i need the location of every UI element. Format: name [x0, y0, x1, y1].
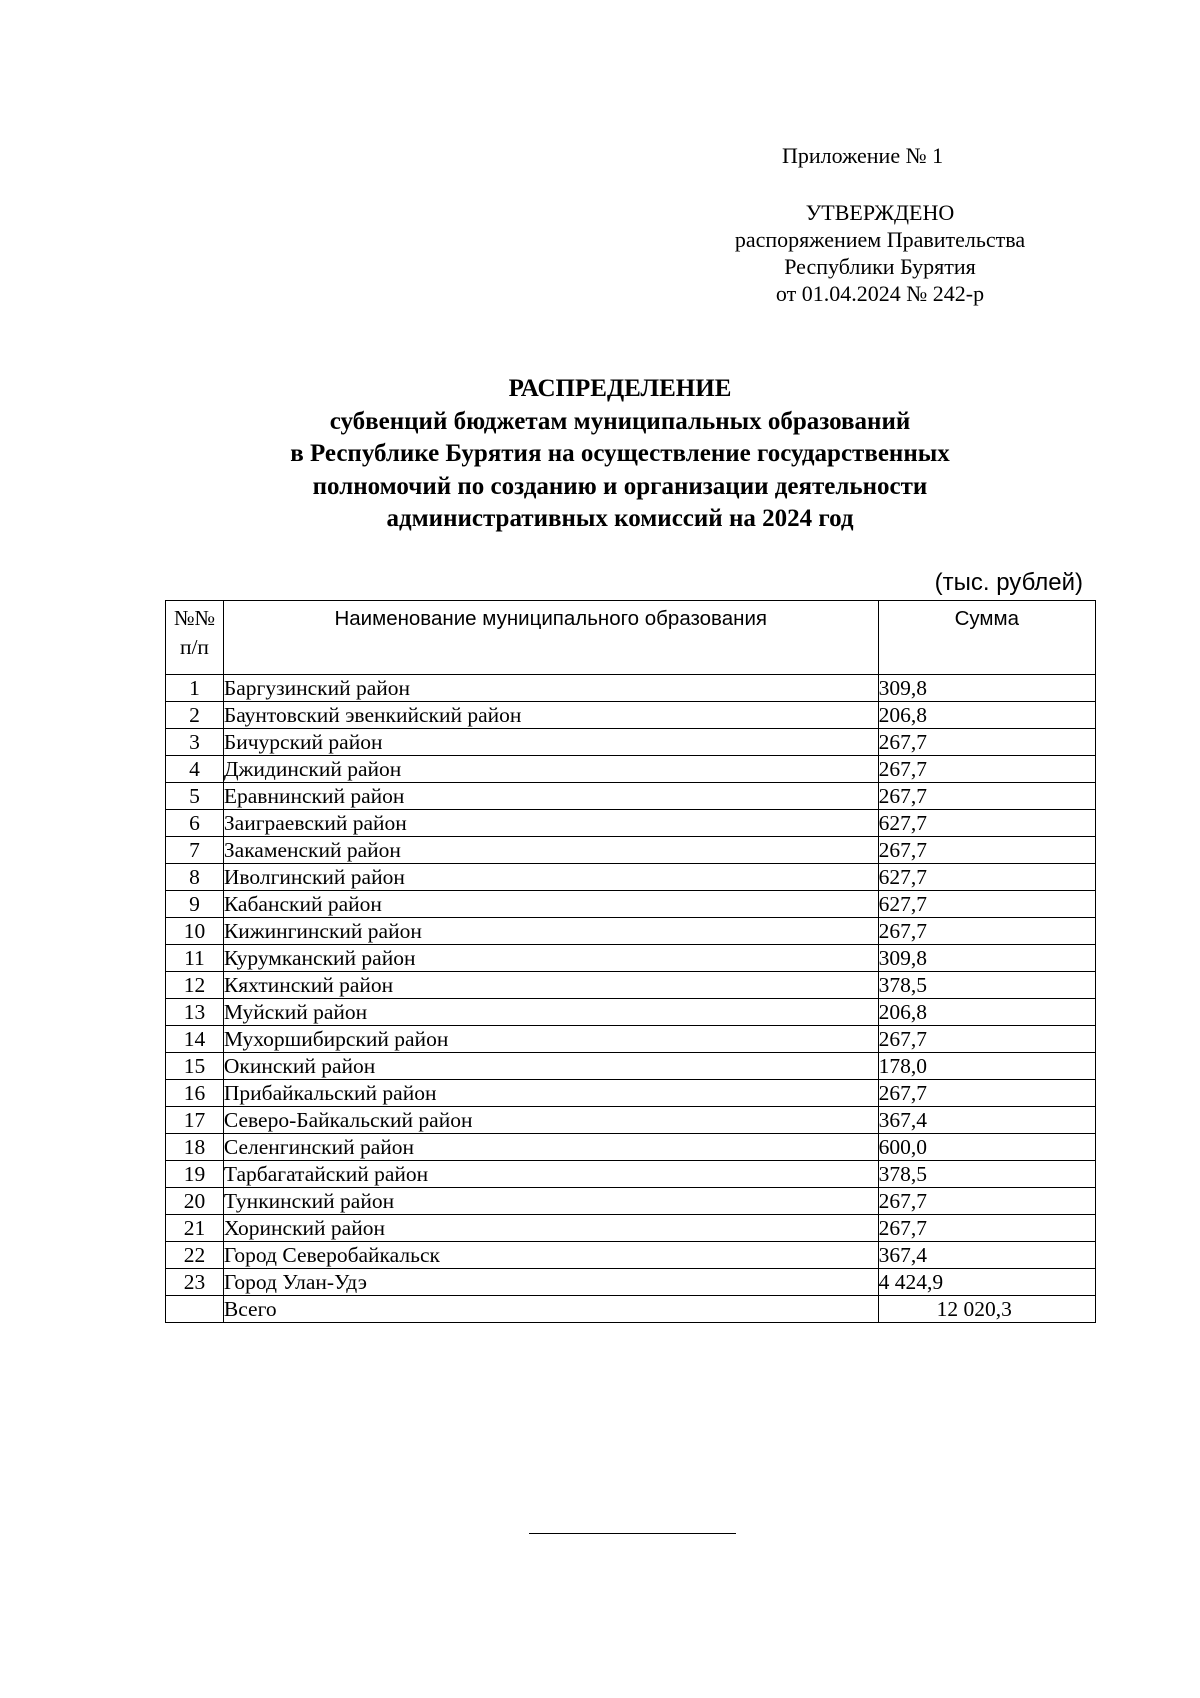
row-sum: 267,7 [878, 837, 1095, 864]
row-name: Селенгинский район [223, 1134, 878, 1161]
row-name: Кяхтинский район [223, 972, 878, 999]
row-sum: 267,7 [878, 756, 1095, 783]
distribution-table [165, 600, 1096, 1323]
table-row [166, 864, 1096, 891]
row-sum: 206,8 [878, 702, 1095, 729]
table-row [166, 945, 1096, 972]
table-row [166, 756, 1096, 783]
row-number: 1 [166, 675, 224, 702]
header-sum: Сумма [878, 601, 1095, 675]
row-sum: 267,7 [878, 918, 1095, 945]
row-sum: 267,7 [878, 783, 1095, 810]
table-row [166, 1215, 1096, 1242]
row-sum: 178,0 [878, 1053, 1095, 1080]
title-line: субвенций бюджетам муниципальных образований [329, 407, 911, 435]
row-name: Заиграевский район [223, 810, 878, 837]
row-number: 8 [166, 864, 224, 891]
row-sum: 4 424,9 [878, 1269, 1095, 1296]
row-number: 16 [166, 1080, 224, 1107]
row-sum: 627,7 [878, 891, 1095, 918]
row-name: Северо-Байкальский район [223, 1107, 878, 1134]
row-number: 17 [166, 1107, 224, 1134]
table-row [166, 1269, 1096, 1296]
table-row [166, 999, 1096, 1026]
row-name: Тарбагатайский район [223, 1161, 878, 1188]
table-row [166, 1107, 1096, 1134]
appendix-label: Приложение № 1 [782, 143, 944, 168]
row-number: 14 [166, 1026, 224, 1053]
row-name: Тункинский район [223, 1188, 878, 1215]
row-number: 3 [166, 729, 224, 756]
row-sum: 367,4 [878, 1242, 1095, 1269]
row-sum: 378,5 [878, 972, 1095, 999]
title-line: РАСПРЕДЕЛЕНИЕ [508, 375, 732, 402]
row-sum: 367,4 [878, 1107, 1095, 1134]
table-row [166, 972, 1096, 999]
row-name: Город Улан-Удэ [223, 1269, 878, 1296]
title-line: полномочий по созданию и организации деятельности [312, 472, 928, 500]
row-number: 20 [166, 1188, 224, 1215]
table-row [166, 1134, 1096, 1161]
row-name: Город Северобайкальск [223, 1242, 878, 1269]
table-row [166, 891, 1096, 918]
units-label: (тыс. рублей) [934, 569, 1083, 596]
table-body [166, 675, 1096, 1323]
row-sum: 267,7 [878, 1080, 1095, 1107]
row-sum: 627,7 [878, 810, 1095, 837]
table-row [166, 702, 1096, 729]
row-name: Хоринский район [223, 1215, 878, 1242]
title-line: в Республике Бурятия на осуществление государственных [290, 440, 950, 467]
row-number: 7 [166, 837, 224, 864]
approval-line: Республики Бурятия [784, 254, 976, 279]
row-sum: 267,7 [878, 729, 1095, 756]
row-number: 5 [166, 783, 224, 810]
table-row [166, 1161, 1096, 1188]
row-sum: 206,8 [878, 999, 1095, 1026]
row-name: Баунтовский эвенкийский район [223, 702, 878, 729]
row-sum: 600,0 [878, 1134, 1095, 1161]
table-row [166, 783, 1096, 810]
approval-line: УТВЕРЖДЕНО [805, 200, 955, 225]
table-row [166, 1080, 1096, 1107]
row-name: Прибайкальский район [223, 1080, 878, 1107]
row-number: 18 [166, 1134, 224, 1161]
row-name: Еравнинский район [223, 783, 878, 810]
header-number-line: №№ [173, 606, 215, 630]
row-name: Закаменский район [223, 837, 878, 864]
row-number: 15 [166, 1053, 224, 1080]
table-total-row [166, 1296, 1096, 1323]
row-sum: 627,7 [878, 864, 1095, 891]
row-number: 13 [166, 999, 224, 1026]
table-row [166, 1242, 1096, 1269]
row-number: 4 [166, 756, 224, 783]
title-line: административных комиссий на 2024 год [386, 505, 854, 532]
row-name: Бичурский район [223, 729, 878, 756]
table-row [166, 729, 1096, 756]
approval-line: распоряжением Правительства [734, 227, 1026, 252]
table-row [166, 918, 1096, 945]
row-sum: 309,8 [878, 945, 1095, 972]
row-sum: 267,7 [878, 1026, 1095, 1053]
header-number-line: п/п [179, 635, 209, 659]
table-row [166, 1053, 1096, 1080]
row-sum: 267,7 [878, 1188, 1095, 1215]
row-number: 23 [166, 1269, 224, 1296]
row-number: 12 [166, 972, 224, 999]
header-name: Наименование муниципального образования [223, 601, 878, 675]
row-name: Джидинский район [223, 756, 878, 783]
table-row [166, 810, 1096, 837]
row-name: Кижингинский район [223, 918, 878, 945]
document-title [160, 373, 1080, 536]
footer-divider [529, 1533, 736, 1534]
row-number: 6 [166, 810, 224, 837]
row-number: 11 [166, 945, 224, 972]
row-number: 19 [166, 1161, 224, 1188]
row-sum: 309,8 [878, 675, 1095, 702]
approval-block [700, 199, 1060, 307]
header-number [166, 601, 224, 675]
row-sum: 267,7 [878, 1215, 1095, 1242]
total-sum: 12 020,3 [878, 1296, 1095, 1323]
row-number: 22 [166, 1242, 224, 1269]
row-number: 2 [166, 702, 224, 729]
table-row [166, 1188, 1096, 1215]
row-number: 9 [166, 891, 224, 918]
table-row [166, 837, 1096, 864]
row-name: Мухоршибирский район [223, 1026, 878, 1053]
total-num [166, 1296, 224, 1323]
row-number: 21 [166, 1215, 224, 1242]
row-name: Окинский район [223, 1053, 878, 1080]
row-name: Курумканский район [223, 945, 878, 972]
row-sum: 378,5 [878, 1161, 1095, 1188]
table-row [166, 675, 1096, 702]
row-name: Баргузинский район [223, 675, 878, 702]
table-header-row [166, 601, 1096, 675]
total-name: Всего [223, 1296, 878, 1323]
approval-line: от 01.04.2024 № 242-р [775, 281, 985, 306]
row-name: Кабанский район [223, 891, 878, 918]
table-row [166, 1026, 1096, 1053]
row-name: Иволгинский район [223, 864, 878, 891]
row-number: 10 [166, 918, 224, 945]
row-name: Муйский район [223, 999, 878, 1026]
